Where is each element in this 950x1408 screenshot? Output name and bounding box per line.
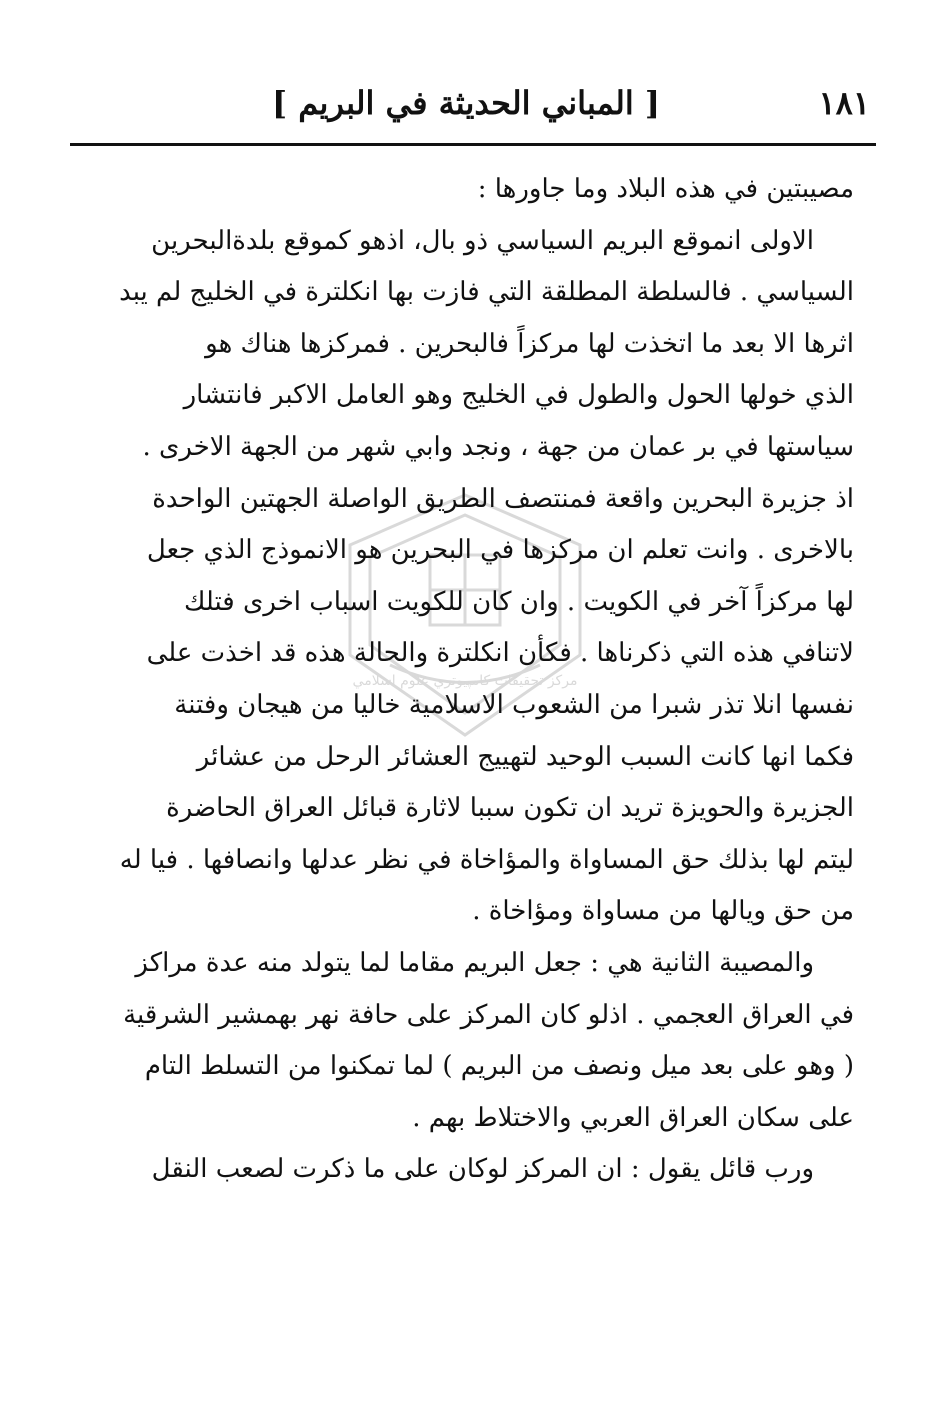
text-line: الاولى انموقع البريم السياسي ذو بال، اذهو كموقع بلدةالبحرين [151, 225, 814, 256]
header-rule [70, 143, 876, 146]
text-line: نفسها انلا تذر شبرا من الشعوب الاسلامية خاليا من هيجان وفتنة [174, 689, 854, 720]
text-line: مصيبتين في هذه البلاد وما جاورها : [477, 174, 854, 204]
text-line: والمصيبة الثانية هي : جعل البريم مقاما لما يتولد منه عدة مراكز [135, 947, 814, 978]
text-line: ورب قائل يقول : ان المركز لوكان على ما ذكرت لصعب النقل [151, 1154, 814, 1185]
text-line: اثرها الا بعد ما اتخذت لها مركزاً فالبحرين . فمركزها هناك هو [205, 328, 854, 359]
text-line: سياستها في بر عمان من جهة ، ونجد وابي شهر من الجهة الاخرى . [142, 431, 854, 462]
text-line: فكما انها كانت السبب الوحيد لتهييج العشائر الرحل من عشائر [196, 741, 854, 772]
text-line: على سكان العراق العربي والاختلاط بهم . [412, 1102, 854, 1133]
text-line: الجزيرة والحويزة تريد ان تكون سببا لاثارة قبائل العراق الحاضرة [166, 793, 854, 824]
text-line: من حق ويالها من مساواة ومؤاخاة . [472, 896, 854, 927]
text-line: اذ جزيرة البحرين واقعة فمنتصف الطريق الواصلة الجهتين الواحدة [152, 483, 854, 514]
text-line: لاتنافي هذه التي ذكرناها . فكأن انكلترة والحالة هذه قد اخذت على [146, 638, 854, 669]
text-line: ( وهو على بعد ميل ونصف من البريم ) لما تمكنوا من التسلط التام [144, 1051, 854, 1082]
watermark-caption: مركز تحقيقات كامپيوتري علوم اسلامي [352, 673, 578, 689]
page-header [70, 78, 870, 138]
text-line: السياسي . فالسلطة المطلقة التي فازت بها انكلترة في الخليج لم يبد [119, 277, 854, 308]
text-line: بالاخرى . وانت تعلم ان مركزها في البحرين هو الانموذج الذي جعل [146, 535, 854, 566]
text-line: ليتم لها بذلك حق المساواة والمؤاخاة في نظر عدلها وانصافها . فيا له [119, 844, 854, 875]
page-number: ١٨١ [818, 84, 870, 122]
running-title: [ المباني الحديثة في البريم ] [271, 84, 660, 122]
body-text [78, 164, 854, 1196]
text-line: في العراق العجمي . اذلو كان المركز على حافة نهر بهمشير الشرقية [123, 999, 854, 1030]
text-line: الذي خولها الحول والطول في الخليج وهو العامل الاكبر فانتشار [183, 380, 854, 411]
text-line: لها مركزاً آخر في الكويت . وان كان للكويت اسباب اخرى فتلك [183, 586, 854, 617]
